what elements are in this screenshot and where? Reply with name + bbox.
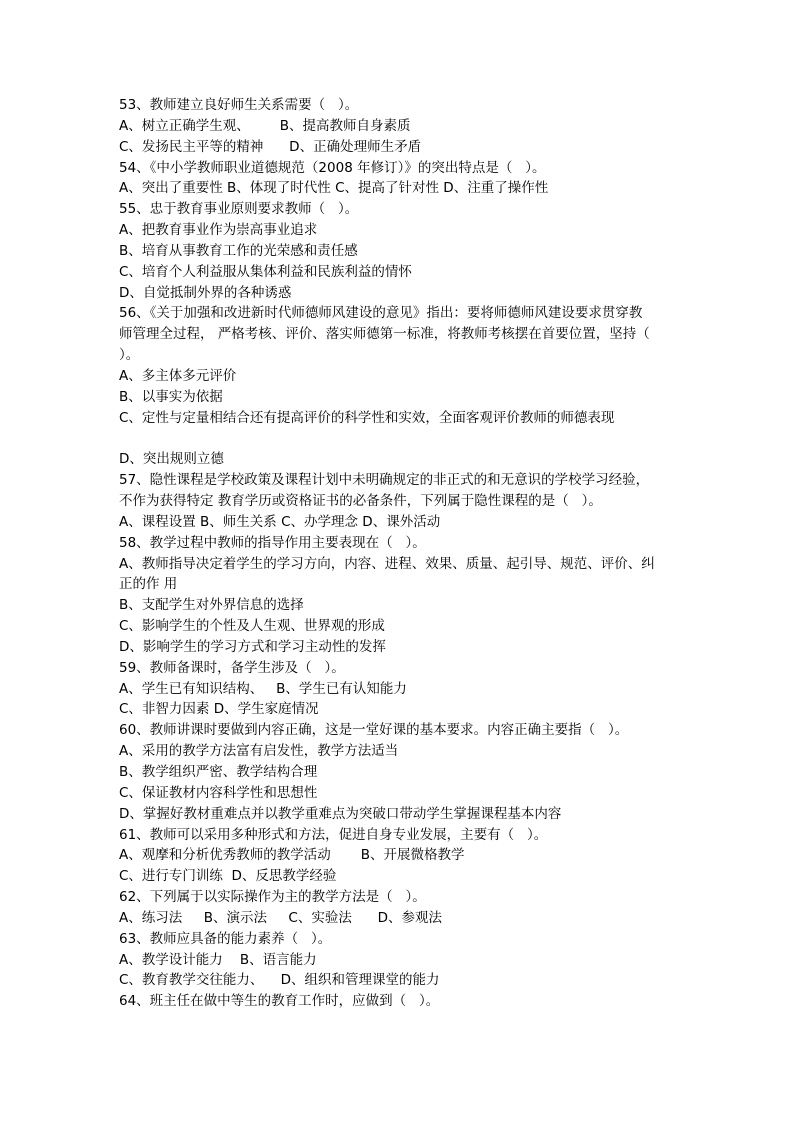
text-line: 57、隐性课程是学校政策及课程计划中未明确规定的非正式的和无意识的学校学习经验， [119,472,650,489]
text-line: ）。 [119,347,140,364]
text-line: C、教育教学交往能力、 D、组织和管理课堂的能力 [119,972,440,989]
text-line: A、学生已有知识结构、 B、学生已有认知能力 [119,680,407,697]
text-line: C、定性与定量相结合还有提高评价的科学性和实效，全面客观评价教师的师德表现 [119,409,615,426]
text-line: A、课程设置 B、师生关系 C、办学理念 D、课外活动 [119,513,441,530]
text-line: 师管理全过程， 严格考核、评价、落实师德第一标准，将教师考核摆在首要位置，坚持（ [119,326,650,343]
text-line: B、以事实为依据 [119,388,223,405]
blank-line [119,429,689,450]
text-line: C、进行专门训练 D、反思教学经验 [119,868,337,885]
text-line: A、采用的教学方法富有启发性，教学方法适当 [119,743,399,760]
text-line: B、培育从事教育工作的光荣感和责任感 [119,242,358,259]
text-line: 62、下列属于以实际操作为主的教学方法是（ ）。 [119,889,426,906]
text-line: A、教师指导决定着学生的学习方向，内容、进程、效果、质量、起引导、规范、评价、纠 [119,555,655,572]
text-line: 54、《中小学教师职业道德规范（2008 年修订）》的突出特点是（ ）。 [119,159,546,176]
text-line: B、教学组织严密、教学结构合理 [119,764,318,780]
text-line: D、影响学生的学习方式和学习主动性的发挥 [119,638,386,655]
document-page [119,95,689,1012]
text-line: D、掌握好教材重难点并以教学重难点为突破口带动学生掌握课程基本内容 [119,805,562,822]
text-line: 60、教师讲课时要做到内容正确，这是一堂好课的基本要求。内容正确主要指（ ）。 [119,722,629,739]
text-line: D、自觉抵制外界的各种诱惑 [119,284,292,301]
text-line: 59、教师备课时，备学生涉及（ ）。 [119,659,345,676]
text-line: D、突出规则立德 [119,451,224,468]
text-line: A、观摩和分析优秀教师的教学活动 B、开展微格教学 [119,847,465,864]
text-line: A、把教育事业作为崇高事业追求 [119,222,318,239]
text-line: 正的作 用 [119,576,178,593]
text-line: 56、《关于加强和改进新时代师德师风建设的意见》指出：要将师德师风建设要求贯穿教 [119,305,643,322]
text-line: A、突出了重要性 B、体现了时代性 C、提高了针对性 D、注重了操作性 [119,180,549,197]
text-line: 58、教学过程中教师的指导作用主要表现在（ ）。 [119,534,426,551]
text-line: A、多主体多元评价 [119,367,237,384]
text-line: 63、教师应具备的能力素养（ ）。 [119,930,332,947]
text-line: A、树立正确学生观、 B、提高教师自身素质 [119,117,411,134]
text-line: C、培育个人利益服从集体利益和民族利益的情怀 [119,263,412,280]
text-line: C、非智力因素 D、学生家庭情况 [119,701,319,718]
text-line: 64、班主任在做中等生的教育工作时，应做到（ ）。 [119,993,440,1010]
text-line: 不作为获得特定 教育学历或资格证书的必备条件，下列属于隐性课程的是（ ）。 [119,493,602,510]
text-line: 53、教师建立良好师生关系需要（ ）。 [119,97,359,113]
text-line: 55、忠于教育事业原则要求教师（ ）。 [119,201,359,218]
text-line: A、教学设计能力 B、语言能力 [119,951,317,968]
text-line: C、发扬民主平等的精神 D、正确处理师生矛盾 [119,138,422,155]
text-line: 61、教师可以采用多种形式和方法，促进自身专业发展，主要有（ ）。 [119,826,548,843]
text-line: A、练习法 B、演示法 C、实验法 D、参观法 [119,909,442,926]
text-line: C、保证教材内容科学性和思想性 [119,784,318,801]
text-line: B、支配学生对外界信息的选择 [119,597,304,614]
text-line: C、影响学生的个性及人生观、世界观的形成 [119,618,385,635]
